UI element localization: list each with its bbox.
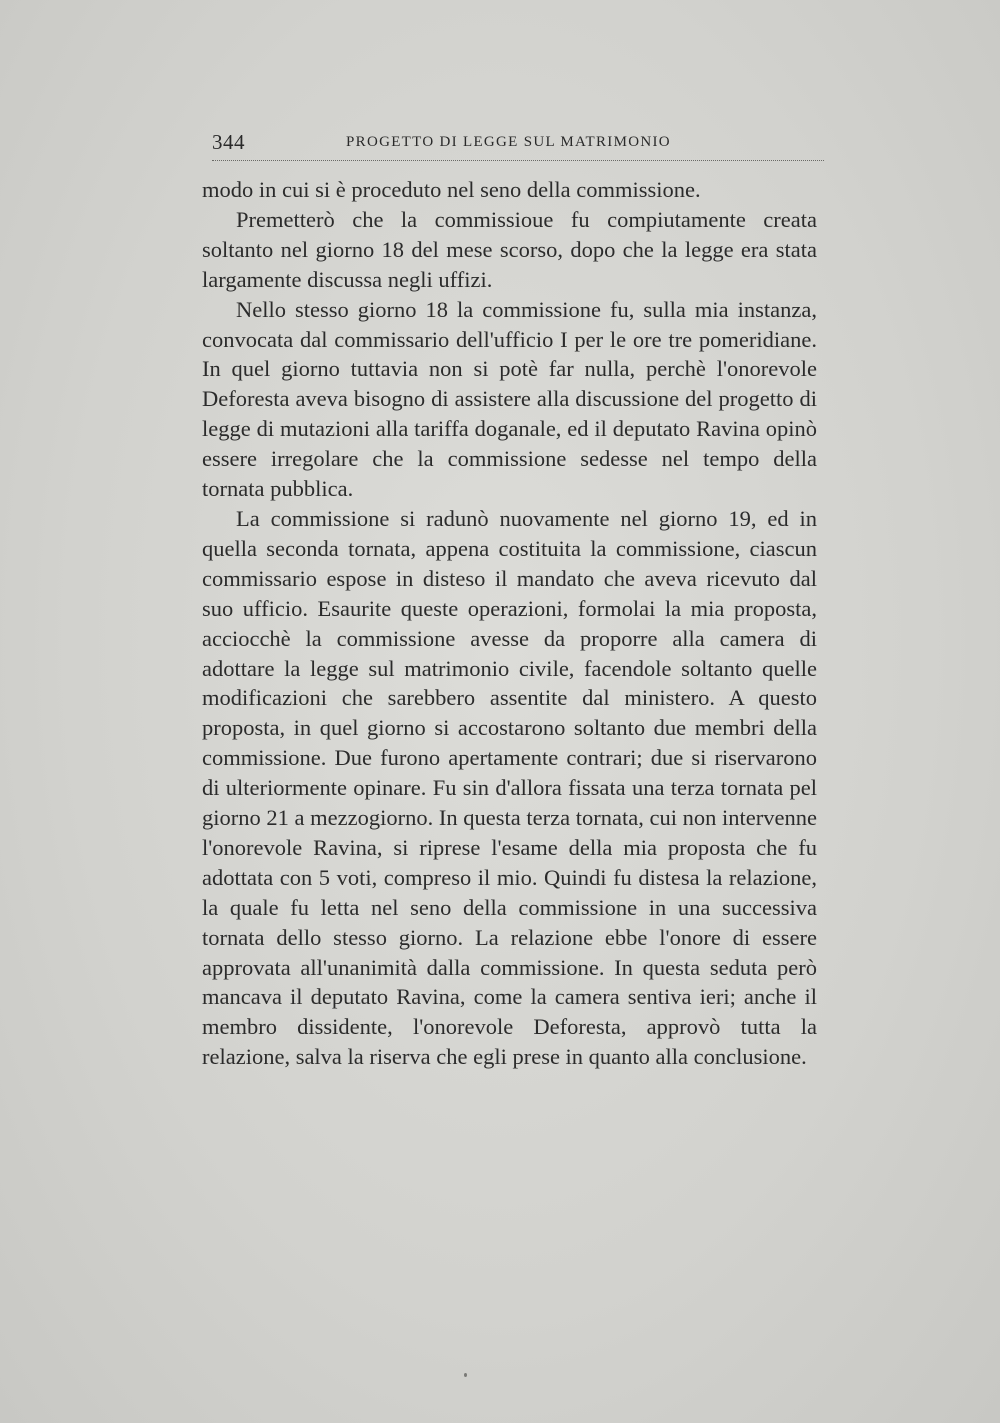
paragraph: La commissione si radunò nuovamente nel giorno 19, ed in quella seconda tornata, appena costituita la commissione, ciascun commissario espose in disteso il mandato che aveva ricevuto dal suo ufficio. Esaurite queste operazioni, formolai la mia proposta, acciocchè la commissione avesse da proporre alla camera di adottare la legge sul matrimonio civile, facendole soltanto quelle modificazioni che sarebbero assentite dal ministero. A questo proposta, in quel giorno si accostarono soltanto due membri della commissione. Due furono apertamente contrari; due si riservarono di ulteriormente opinare. Fu sin d'allora fissata una terza tornata pel giorno 21 a mezzogiorno. In questa terza tornata, cui non intervenne l'onorevole Ravina, si riprese l'esame della mia proposta che fu adottata con 5 voti, compreso il mio. Quindi fu distesa la relazione, la quale fu letta nel seno della commissione in una successiva tornata dello stesso giorno. La relazione ebbe l'onore di essere approvata all'unanimità dalla commissione. In questa seduta però mancava il deputato Ravina, come la camera sentiva ieri; anche il membro dissidente, l'onorevole Deforesta, approvò tutta la relazione, salva la riserva che egli prese in quanto alla conclusione.	[202, 505, 817, 1070]
paragraph-continuation: modo in cui si è proceduto nel seno della commissione.	[202, 177, 701, 202]
paragraph: Premetterò che la commissioue fu compiutamente creata soltanto nel giorno 18 del mese scorso, dopo che la legge era stata largamente discussa negli uffizi.	[202, 206, 817, 292]
running-title: PROGETTO DI LEGGE SUL MATRIMONIO	[346, 134, 671, 150]
running-head	[212, 126, 824, 161]
body-text	[202, 175, 817, 1072]
paper-speck	[464, 1373, 467, 1377]
page-number: 344	[212, 130, 245, 154]
paragraph: Nello stesso giorno 18 la commissione fu, sulla mia instanza, convocata dal commissario dell'ufficio I per le ore tre pomeridiane. In quel giorno tuttavia non si potè far nulla, perchè l'onorevole Deforesta aveva bisogno di assistere alla discussione del progetto di legge di mutazioni alla tariffa doganale, ed il deputato Ravina opinò essere irregolare che la commissione sedesse nel tempo della tornata pubblica.	[202, 296, 817, 502]
